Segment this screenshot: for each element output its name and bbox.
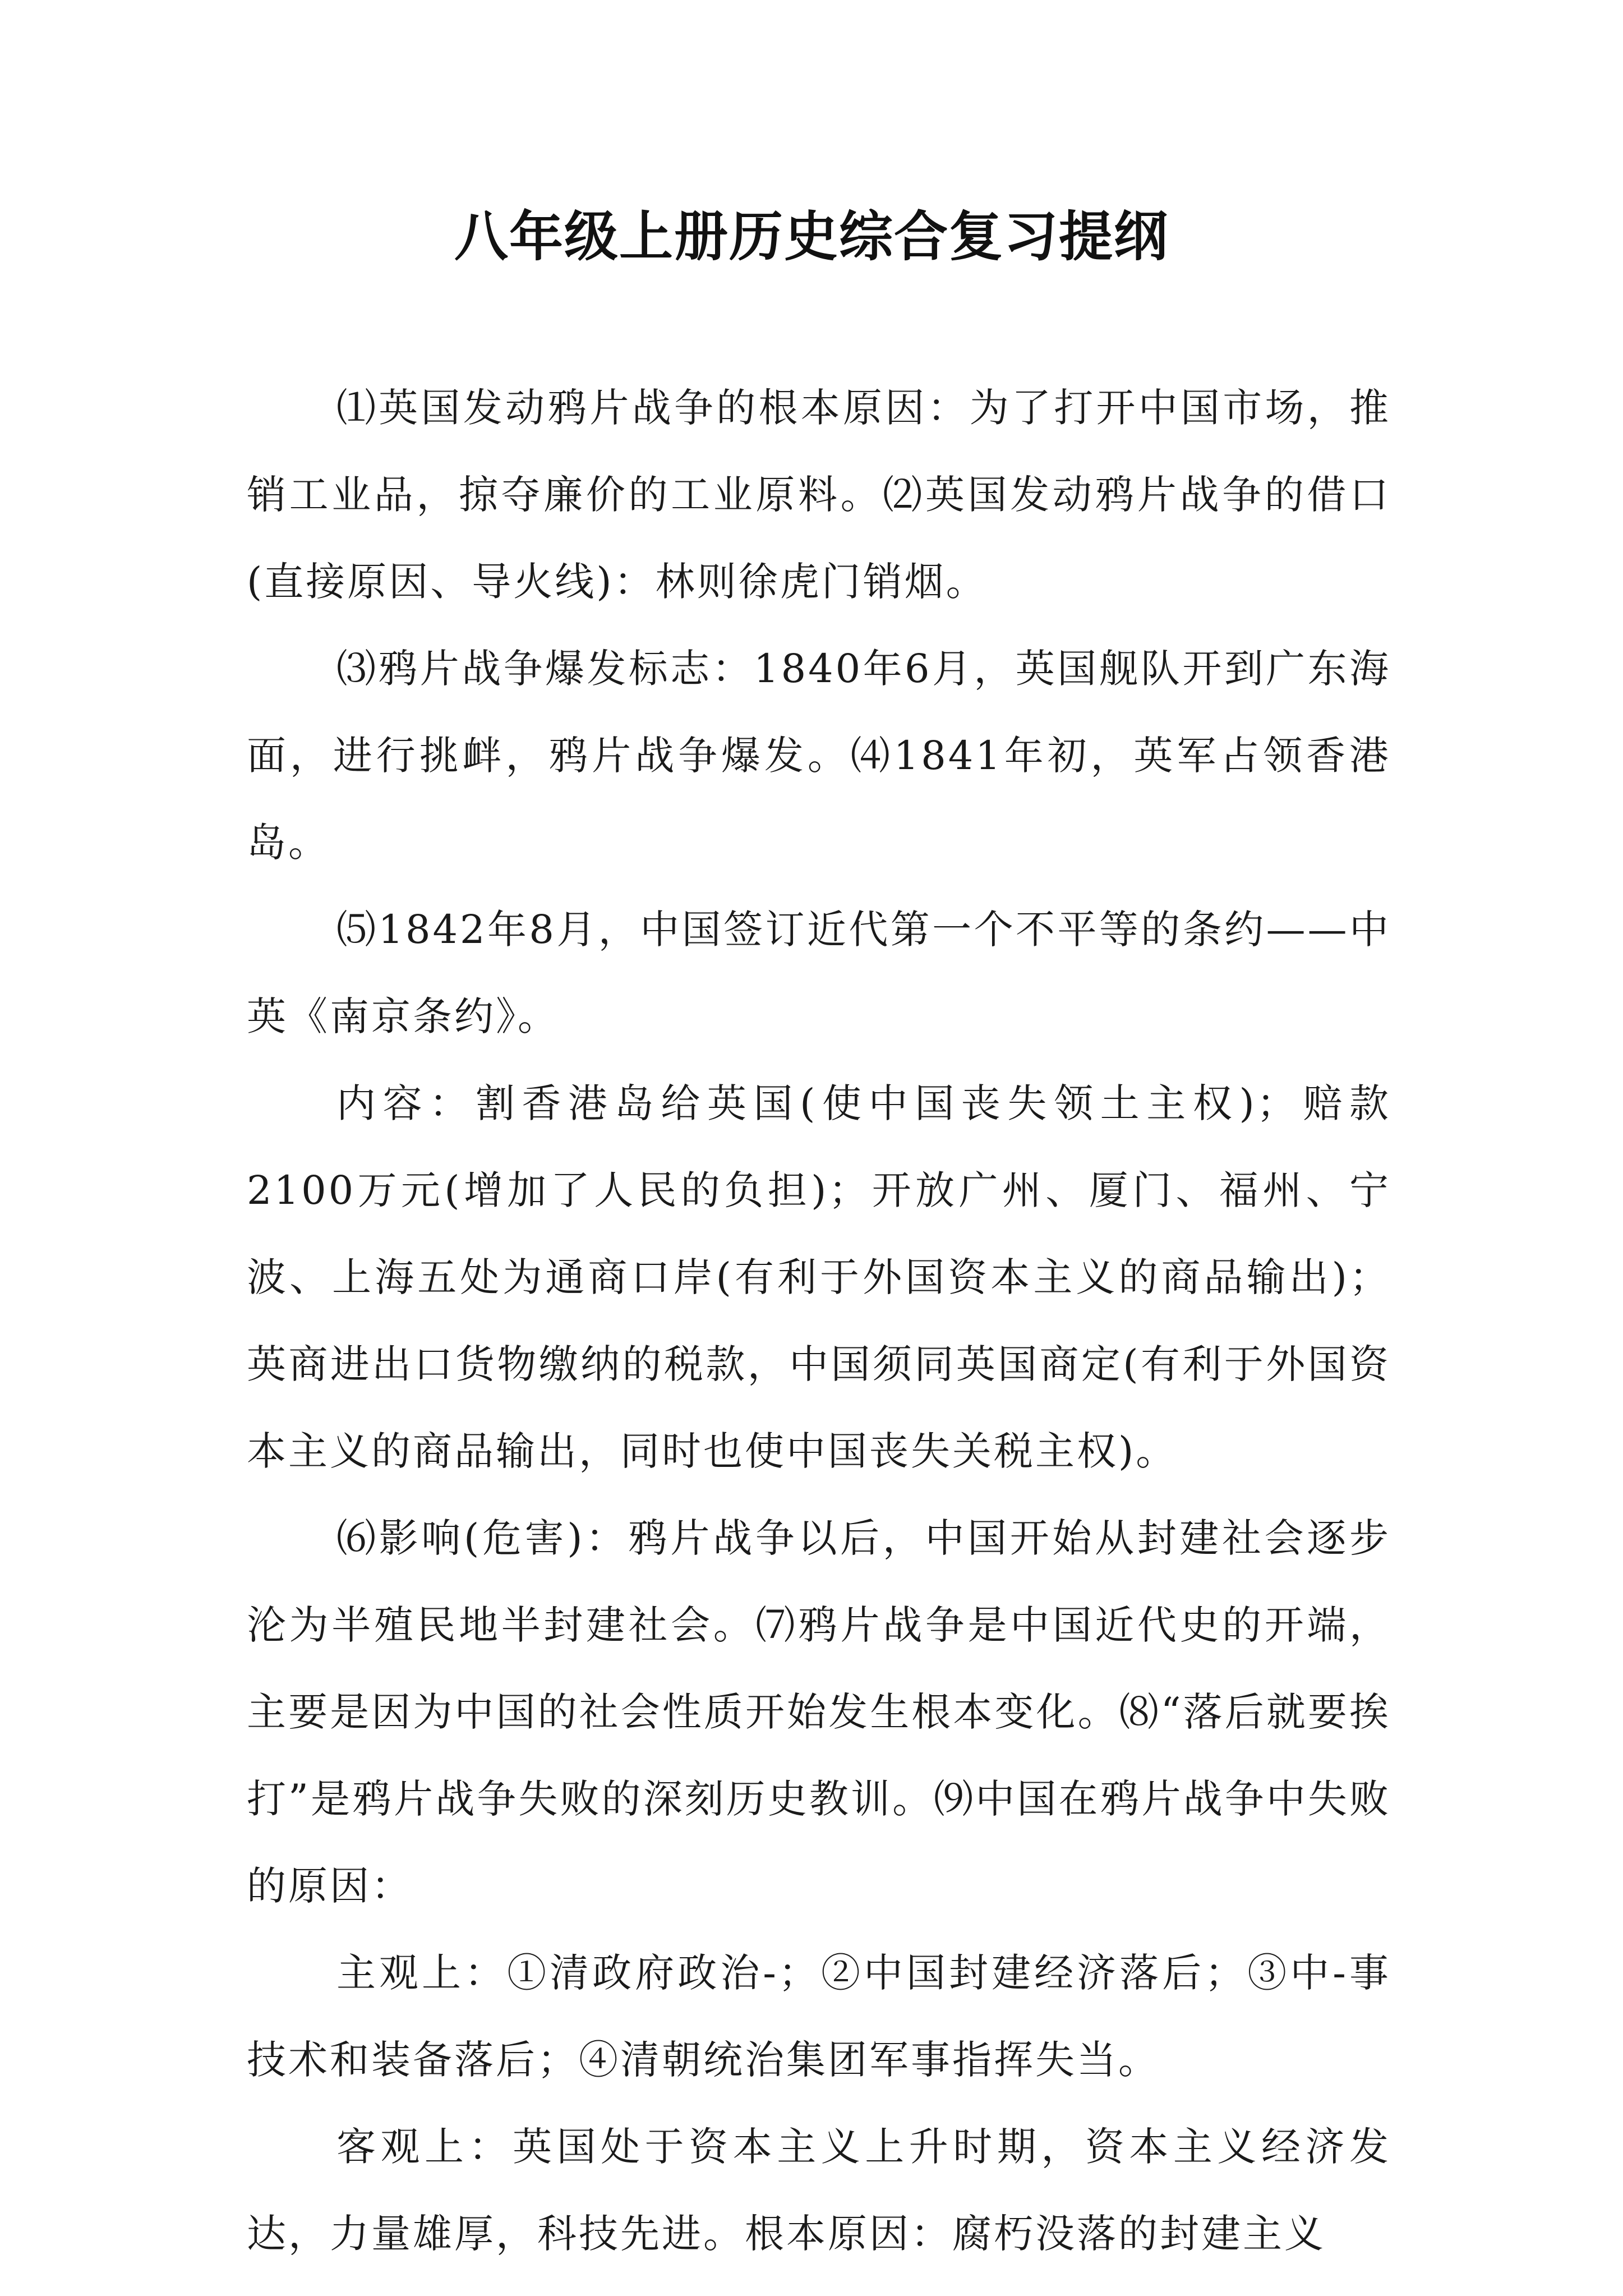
- paragraph-war-outbreak: ⑶鸦片战争爆发标志：1840年6月，英国舰队开到广东海面，进行挑衅，鸦片战争爆发。⑷1841年初，英军占领香港岛。: [247, 646, 1391, 866]
- paragraph-subjective-reasons: 主观上：①清政府政治-；②中国封建经济落后；③中-事技术和装备落后；④清朝统治集团军事指挥失当。: [247, 1950, 1391, 2083]
- document-body: [247, 365, 1391, 2277]
- paragraph-treaty-of-nanking: ⑸1842年8月，中国签订近代第一个不平等的条约——中英《南京条约》。: [247, 907, 1391, 1039]
- paragraph-opium-war-causes: ⑴英国发动鸦片战争的根本原因：为了打开中国市场，推销工业品，掠夺廉价的工业原料。⑵英国发动鸦片战争的借口(直接原因、导火线)：林则徐虎门销烟。: [247, 385, 1391, 605]
- paragraph-war-impact: ⑹影响(危害)：鸦片战争以后，中国开始从封建社会逐步沦为半殖民地半封建社会。⑺鸦片战争是中国近代史的开端，主要是因为中国的社会性质开始发生根本变化。⑻“落后就要挨打”是鸦片战争失败的深刻历史教训。⑼中国在鸦片战争中失败的原因：: [247, 1515, 1391, 1909]
- paragraph-treaty-content: 内容：割香港岛给英国(使中国丧失领土主权)；赔款2100万元(增加了人民的负担)；开放广州、厦门、福州、宁波、上海五处为通商口岸(有利于外国资本主义的商品输出)；英商进出口货物缴纳的税款，中国须同英国商定(有利于外国资本主义的商品输出，同时也使中国丧失关税主权)。: [247, 1080, 1391, 1474]
- document-title: 八年级上册历史综合复习提纲: [454, 205, 1169, 268]
- paragraph-objective-reasons: 客观上：英国处于资本主义上升时期，资本主义经济发达，力量雄厚，科技先进。根本原因：腐朽没落的封建主义: [247, 2124, 1391, 2257]
